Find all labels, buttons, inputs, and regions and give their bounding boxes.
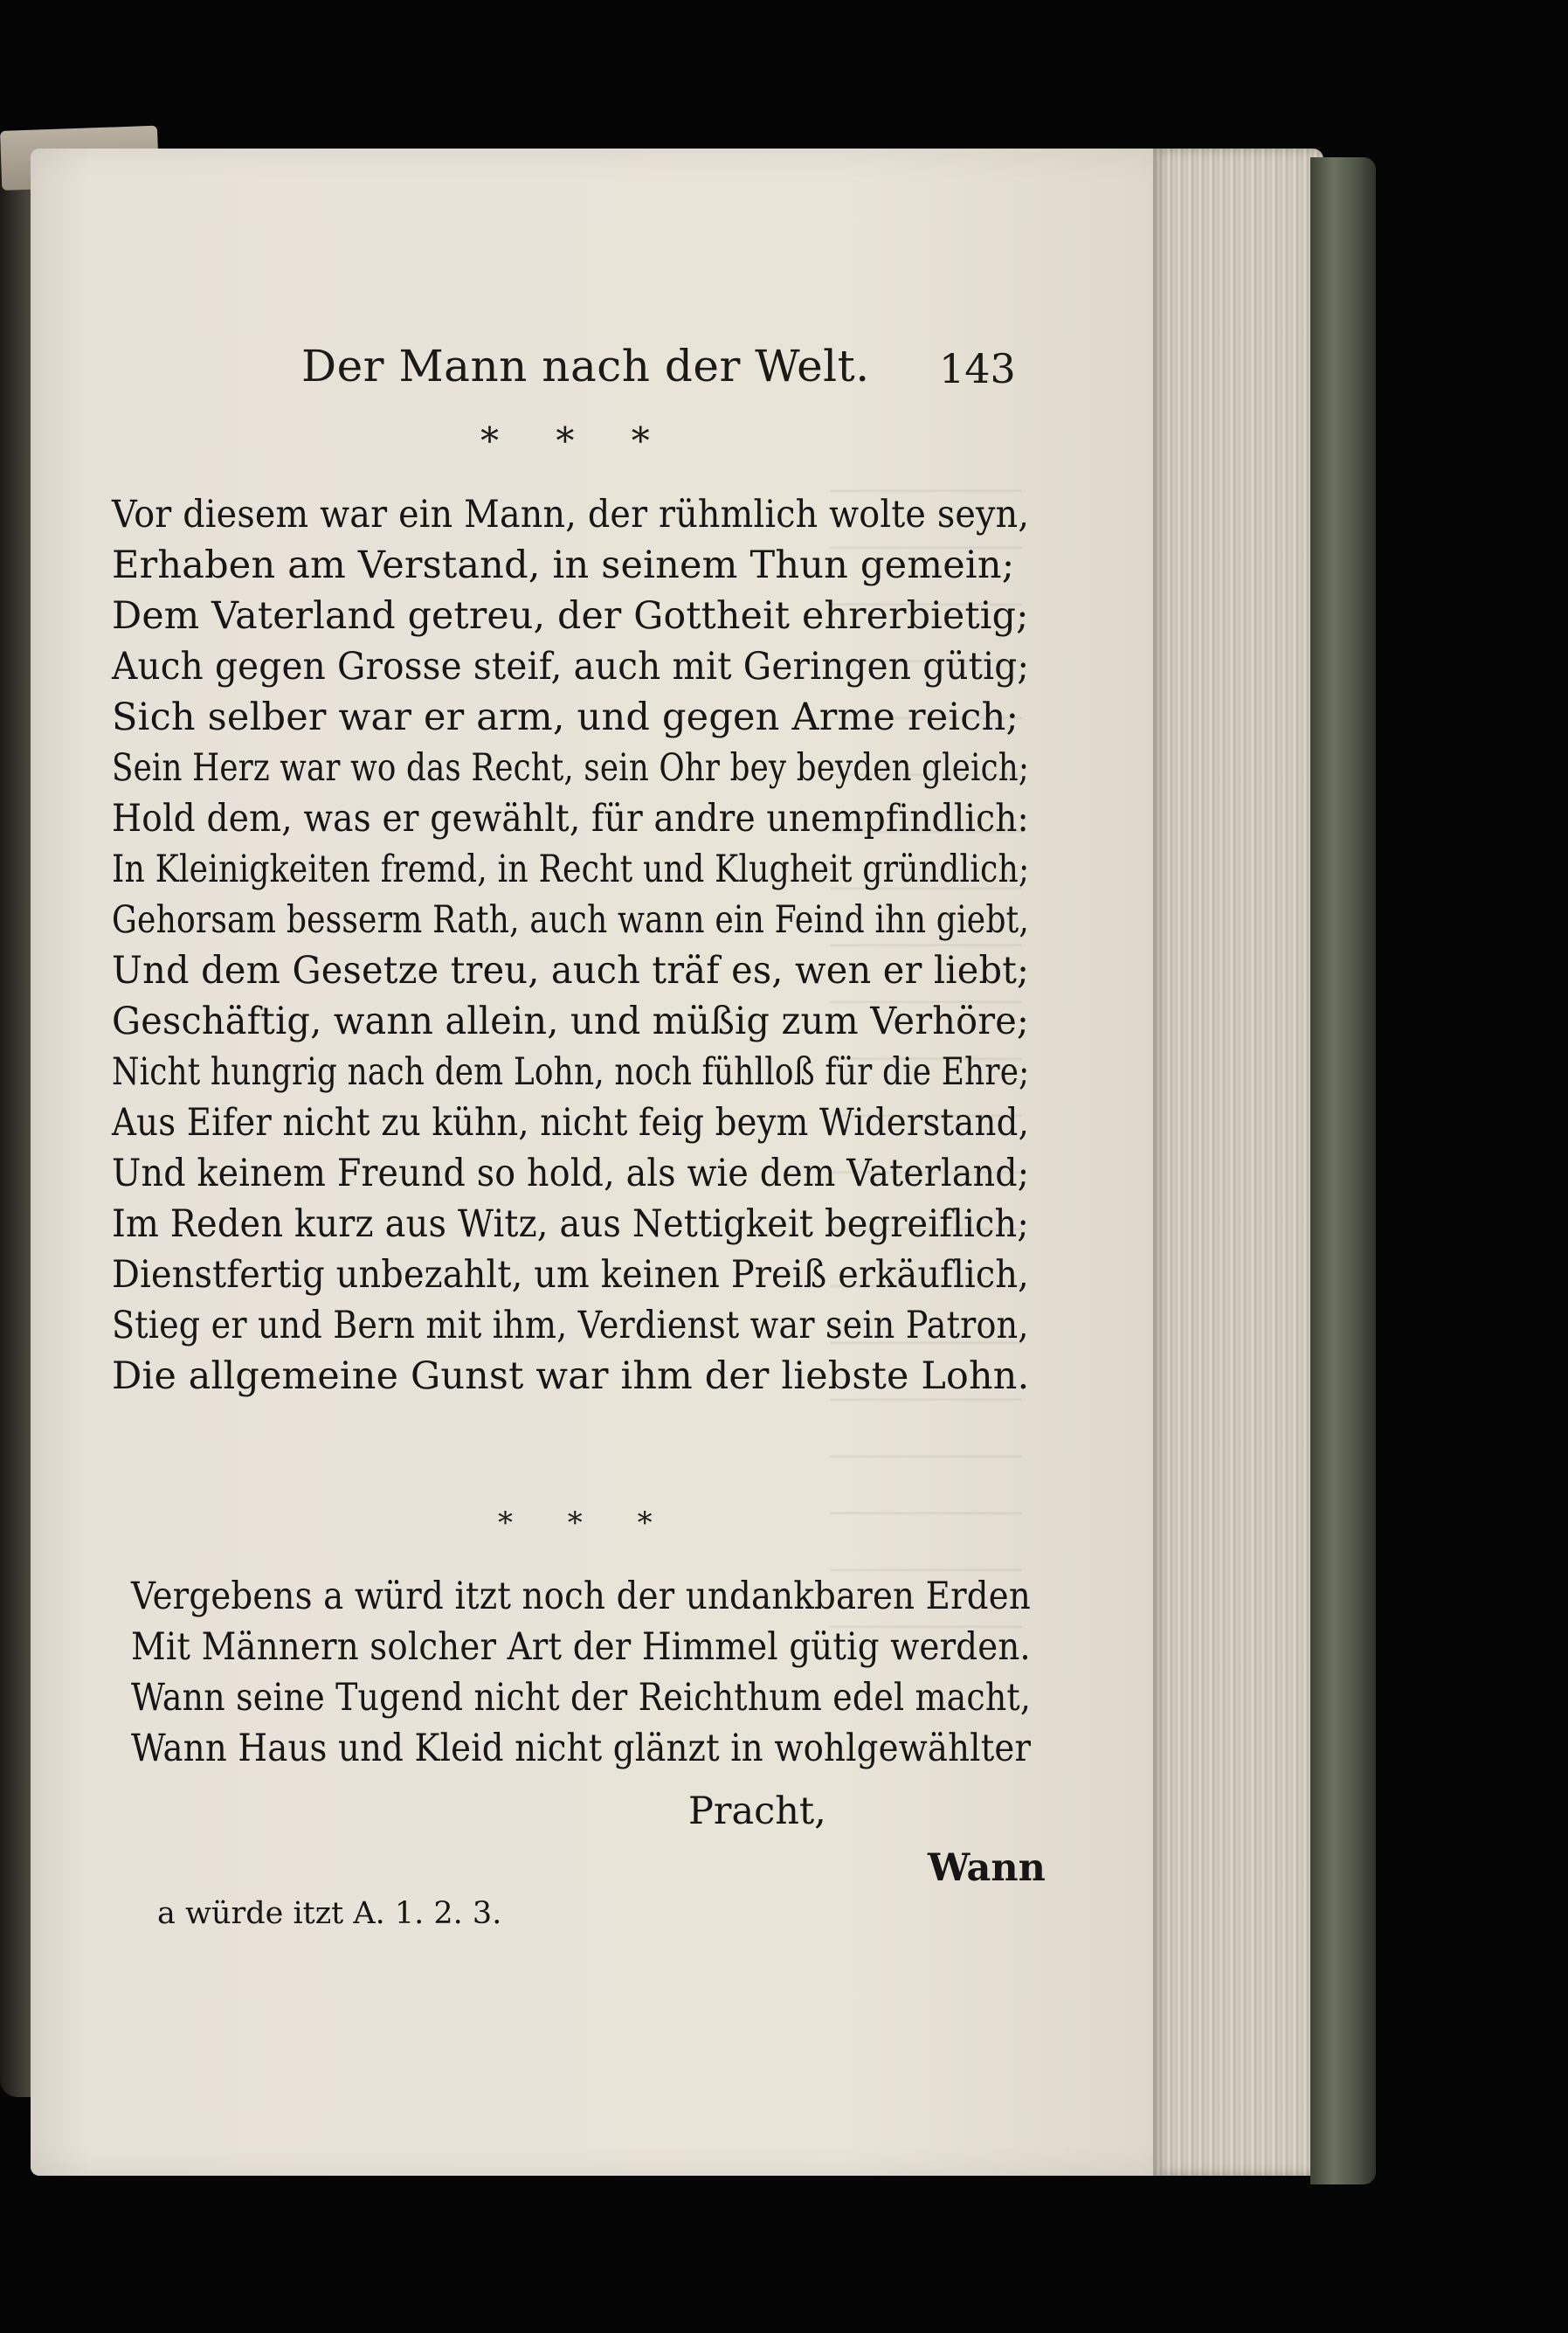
poem-line: Dem Vaterland getreu, der Gottheit ehrerbietig; bbox=[112, 594, 1029, 638]
poem-line: Geschäftig, wann allein, und müßig zum Verhöre; bbox=[112, 1000, 1030, 1043]
poem-line: Im Reden kurz aus Witz, aus Nettigkeit begreiflich; bbox=[112, 1202, 1030, 1246]
running-head: Der Mann nach der Welt. bbox=[301, 341, 870, 391]
poem-line: Erhaben am Verstand, in seinem Thun gemein; bbox=[112, 543, 1015, 587]
poem-line: Stieg er und Bern mit ihm, Verdienst war sein Patron, bbox=[112, 1304, 1029, 1347]
poem-line: Dienstfertig unbezahlt, um keinen Preiß erkäuflich, bbox=[112, 1253, 1030, 1297]
poem-line: Gehorsam besserm Rath, auch wann ein Feind ihn giebt, bbox=[112, 898, 1029, 942]
green-binding-edge bbox=[1310, 157, 1376, 2184]
poem-line: Wann Haus und Kleid nicht glänzt in wohlgewählter bbox=[131, 1727, 1032, 1770]
poem-line: Wann seine Tugend nicht der Reichthum edel macht, bbox=[131, 1676, 1032, 1720]
poem-line: Sich selber war er arm, und gegen Arme reich; bbox=[112, 696, 1019, 739]
poem-line: Nicht hungrig nach dem Lohn, noch fühlloß für die Ehre; bbox=[112, 1050, 1030, 1094]
poem-line: Mit Männern solcher Art der Himmel gütig werden. bbox=[131, 1625, 1031, 1669]
page-number: 143 bbox=[939, 345, 1016, 392]
catchword: Wann bbox=[928, 1846, 1046, 1890]
poem-line: Vor diesem war ein Mann, der rühmlich wolte seyn, bbox=[112, 493, 1030, 537]
variant-footnote: a würde itzt A. 1. 2. 3. bbox=[157, 1896, 502, 1931]
poem-line: Aus Eifer nicht zu kühn, nicht feig beym Widerstand, bbox=[112, 1101, 1030, 1145]
poem-line: Sein Herz war wo das Recht, sein Ohr bey beyden gleich; bbox=[112, 746, 1030, 790]
poem-line: Und keinem Freund so hold, als wie dem Vaterland; bbox=[112, 1152, 1030, 1195]
poem-line: Vergebens a würd itzt noch der undankbaren Erden bbox=[131, 1575, 1031, 1618]
top-ornament-stars: * * * bbox=[480, 419, 673, 462]
poem-line: In Kleinigkeiten fremd, in Recht und Klugheit gründlich; bbox=[112, 848, 1030, 891]
poem-line: Hold dem, was er gewählt, für andre unempfindlich: bbox=[112, 797, 1029, 841]
poem-continuation: Pracht, bbox=[688, 1790, 826, 1833]
poem-line: Auch gegen Grosse steif, auch mit Geringen gütig; bbox=[112, 645, 1030, 689]
poem-stanza-1 bbox=[112, 489, 1029, 1402]
poem-line: Und dem Gesetze treu, auch träf es, wen er liebt; bbox=[112, 949, 1030, 993]
page-edge-stack bbox=[1153, 149, 1323, 2176]
poem-stanza-2 bbox=[131, 1571, 1031, 1774]
middle-ornament-stars: * * * bbox=[498, 1506, 675, 1540]
poem-line: Die allgemeine Gunst war ihm der liebste Lohn. bbox=[112, 1354, 1030, 1398]
